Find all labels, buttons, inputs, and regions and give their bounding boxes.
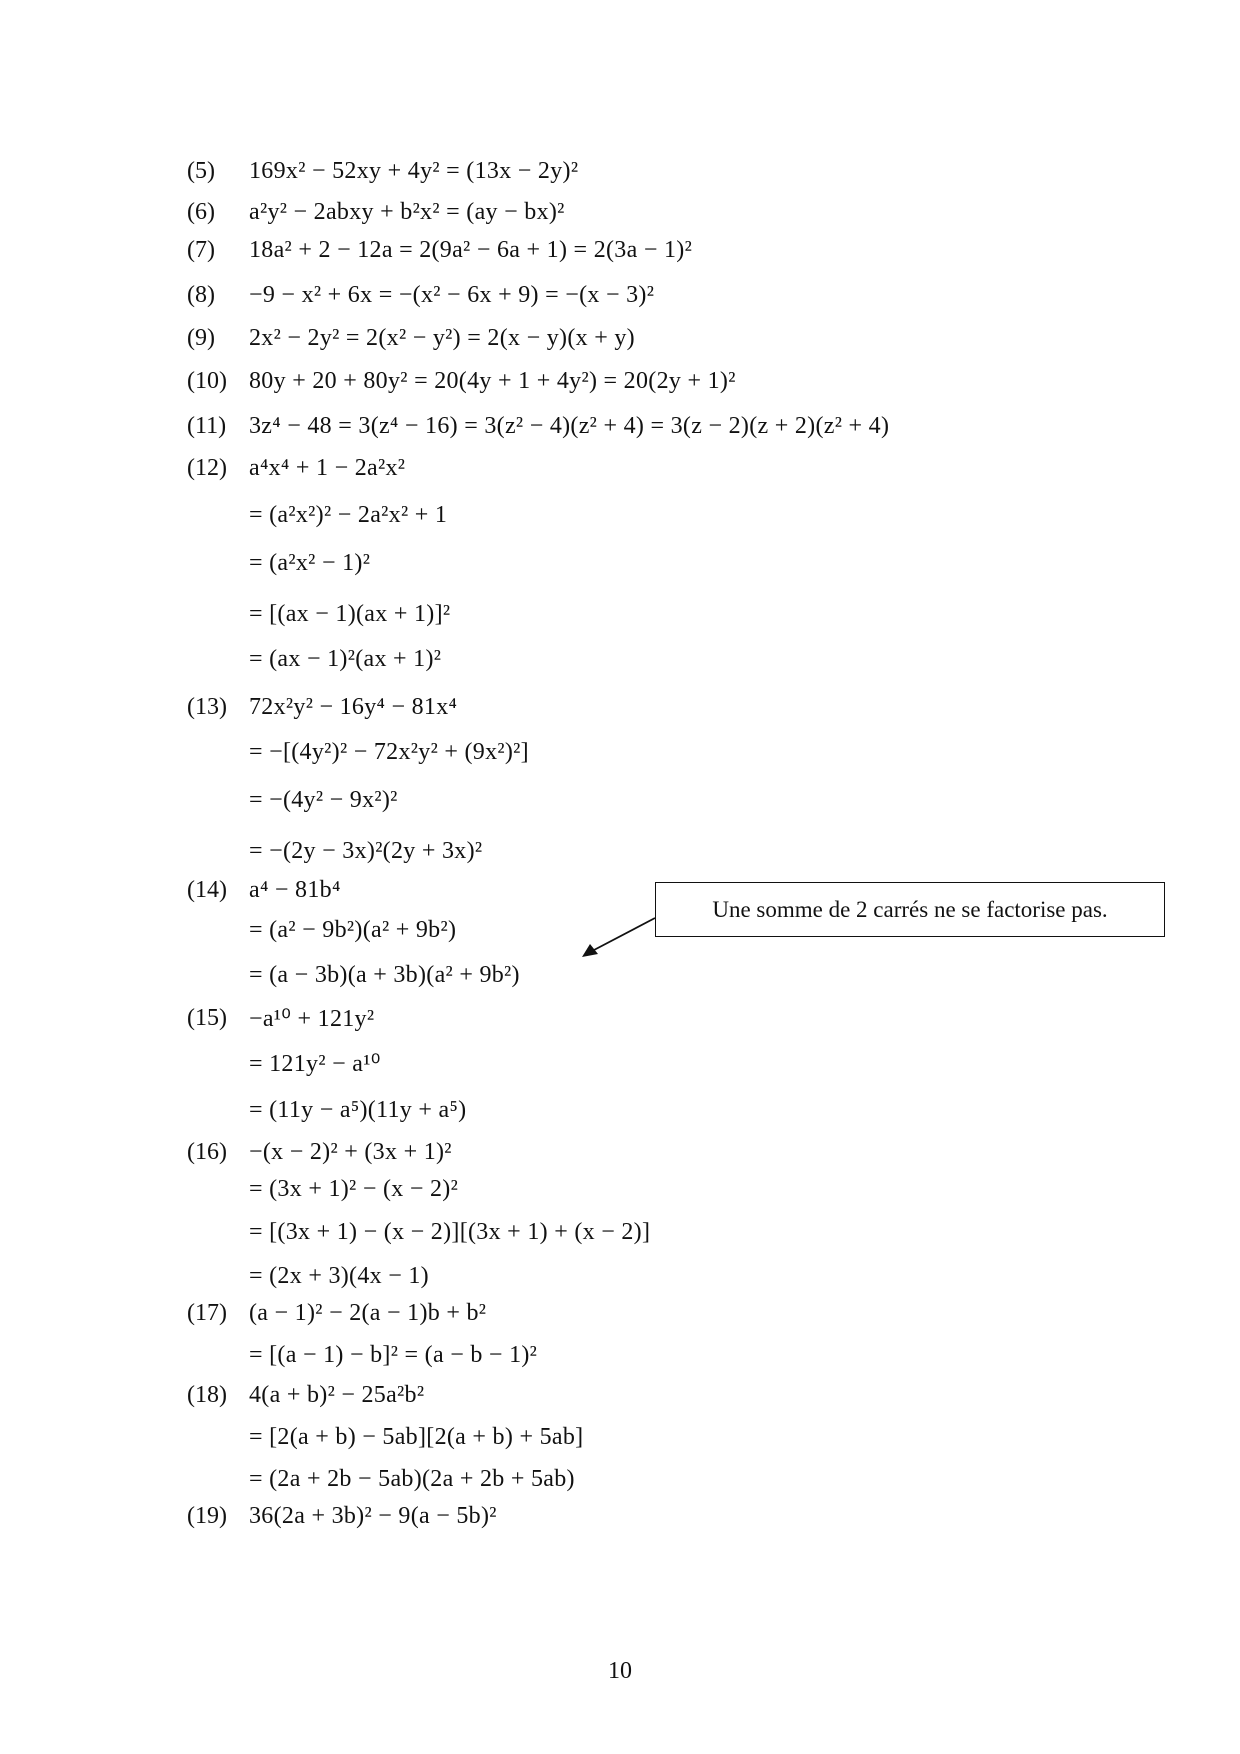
equation-line: [187, 639, 441, 679]
equation-number: (14): [187, 876, 227, 903]
equation-number: (7): [187, 236, 215, 263]
equation-expression: 72x²y² − 16y⁴ − 81x⁴: [249, 693, 458, 720]
equation-number: (13): [187, 693, 227, 720]
equation-expression: a⁴ − 81b⁴: [249, 876, 341, 903]
callout-note-text: Une somme de 2 carrés ne se factorise pas.: [712, 896, 1108, 922]
equation-number: (18): [187, 1381, 227, 1408]
equation-expression: 36(2a + 3b)² − 9(a − 5b)²: [249, 1502, 497, 1529]
equation-line: [187, 1169, 458, 1209]
equation-number: (16): [187, 1138, 227, 1165]
equation-line: [187, 910, 456, 950]
equation-expression: = (a²x²)² − 2a²x² + 1: [249, 501, 448, 528]
equation-line: [187, 318, 635, 358]
equation-expression: −9 − x² + 6x = −(x² − 6x + 9) = −(x − 3)²: [249, 281, 655, 308]
equation-expression: = (11y − a⁵)(11y + a⁵): [249, 1096, 467, 1123]
equation-expression: (a − 1)² − 2(a − 1)b + b²: [249, 1299, 487, 1326]
equation-expression: = (2x + 3)(4x − 1): [249, 1262, 429, 1289]
equation-expression: = (2a + 2b − 5ab)(2a + 2b + 5ab): [249, 1465, 575, 1492]
equation-expression: 2x² − 2y² = 2(x² − y²) = 2(x − y)(x + y): [249, 324, 635, 351]
equation-line: [187, 831, 482, 871]
page-number: 10: [608, 1658, 632, 1684]
equation-line: [187, 1459, 575, 1499]
equation-number: (12): [187, 454, 227, 481]
equation-number: (5): [187, 157, 215, 184]
equation-line: [187, 1293, 486, 1333]
equation-expression: 4(a + b)² − 25a²b²: [249, 1381, 425, 1408]
equation-expression: −(x − 2)² + (3x + 1)²: [249, 1138, 452, 1165]
equation-expression: a²y² − 2abxy + b²x² = (ay − bx)²: [249, 198, 565, 225]
equation-line: [187, 192, 565, 232]
equation-line: [187, 1212, 650, 1252]
equation-number: (8): [187, 281, 215, 308]
equation-line: [187, 151, 578, 191]
equation-line: [187, 406, 889, 446]
equation-expression: = −[(4y²)² − 72x²y² + (9x²)²]: [249, 738, 529, 765]
equation-line: [187, 448, 405, 488]
equation-line: [187, 543, 370, 583]
equation-number: (10): [187, 367, 227, 394]
equation-expression: 169x² − 52xy + 4y² = (13x − 2y)²: [249, 157, 579, 184]
equation-expression: = [(3x + 1) − (x − 2)][(3x + 1) + (x − 2)]: [249, 1218, 651, 1245]
equation-expression: = 121y² − a¹⁰: [249, 1050, 381, 1077]
equation-line: [187, 361, 736, 401]
equation-number: (9): [187, 324, 215, 351]
equation-line: [187, 1417, 583, 1457]
equation-expression: 80y + 20 + 80y² = 20(4y + 1 + 4y²) = 20(2y + 1)²: [249, 367, 736, 394]
equation-line: [187, 495, 447, 535]
equation-expression: 3z⁴ − 48 = 3(z⁴ − 16) = 3(z² − 4)(z² + 4) = 3(z − 2)(z + 2)(z² + 4): [249, 412, 890, 439]
equation-expression: a⁴x⁴ + 1 − 2a²x²: [249, 454, 406, 481]
equation-expression: = [2(a + b) − 5ab][2(a + b) + 5ab]: [249, 1423, 584, 1450]
equation-line: [187, 1256, 429, 1296]
equation-expression: = (a − 3b)(a + 3b)(a² + 9b²): [249, 961, 520, 988]
equation-number: (19): [187, 1502, 227, 1529]
equation-number: (15): [187, 1004, 227, 1031]
equation-line: [187, 1132, 452, 1172]
equation-line: [187, 998, 374, 1038]
equation-expression: = −(2y − 3x)²(2y + 3x)²: [249, 837, 483, 864]
equation-number: (17): [187, 1299, 227, 1326]
equation-line: [187, 870, 341, 910]
equation-expression: = (3x + 1)² − (x − 2)²: [249, 1175, 459, 1202]
equation-expression: −a¹⁰ + 121y²: [249, 1005, 375, 1032]
equation-expression: = [(a − 1) − b]² = (a − b − 1)²: [249, 1341, 538, 1368]
equation-number: (6): [187, 198, 215, 225]
equation-line: [187, 1496, 497, 1536]
equation-line: [187, 594, 450, 634]
equation-line: [187, 1043, 381, 1083]
equation-number: (11): [187, 412, 227, 439]
equation-expression: = (a² − 9b²)(a² + 9b²): [249, 916, 457, 943]
equation-line: [187, 1335, 537, 1375]
equation-line: [187, 1375, 424, 1415]
equation-expression: = (ax − 1)²(ax + 1)²: [249, 645, 442, 672]
callout-note-box: [655, 882, 1165, 937]
equation-expression: = [(ax − 1)(ax + 1)]²: [249, 600, 451, 627]
equation-expression: = (a²x² − 1)²: [249, 549, 371, 576]
equation-line: [187, 230, 692, 270]
equation-line: [187, 1090, 466, 1130]
equation-expression: 18a² + 2 − 12a = 2(9a² − 6a + 1) = 2(3a − 1)²: [249, 236, 693, 263]
equation-line: [187, 780, 398, 820]
equation-line: [187, 687, 457, 727]
equation-expression: = −(4y² − 9x²)²: [249, 786, 398, 813]
equation-line: [187, 732, 529, 772]
equation-line: [187, 275, 654, 315]
equation-line: [187, 955, 520, 995]
